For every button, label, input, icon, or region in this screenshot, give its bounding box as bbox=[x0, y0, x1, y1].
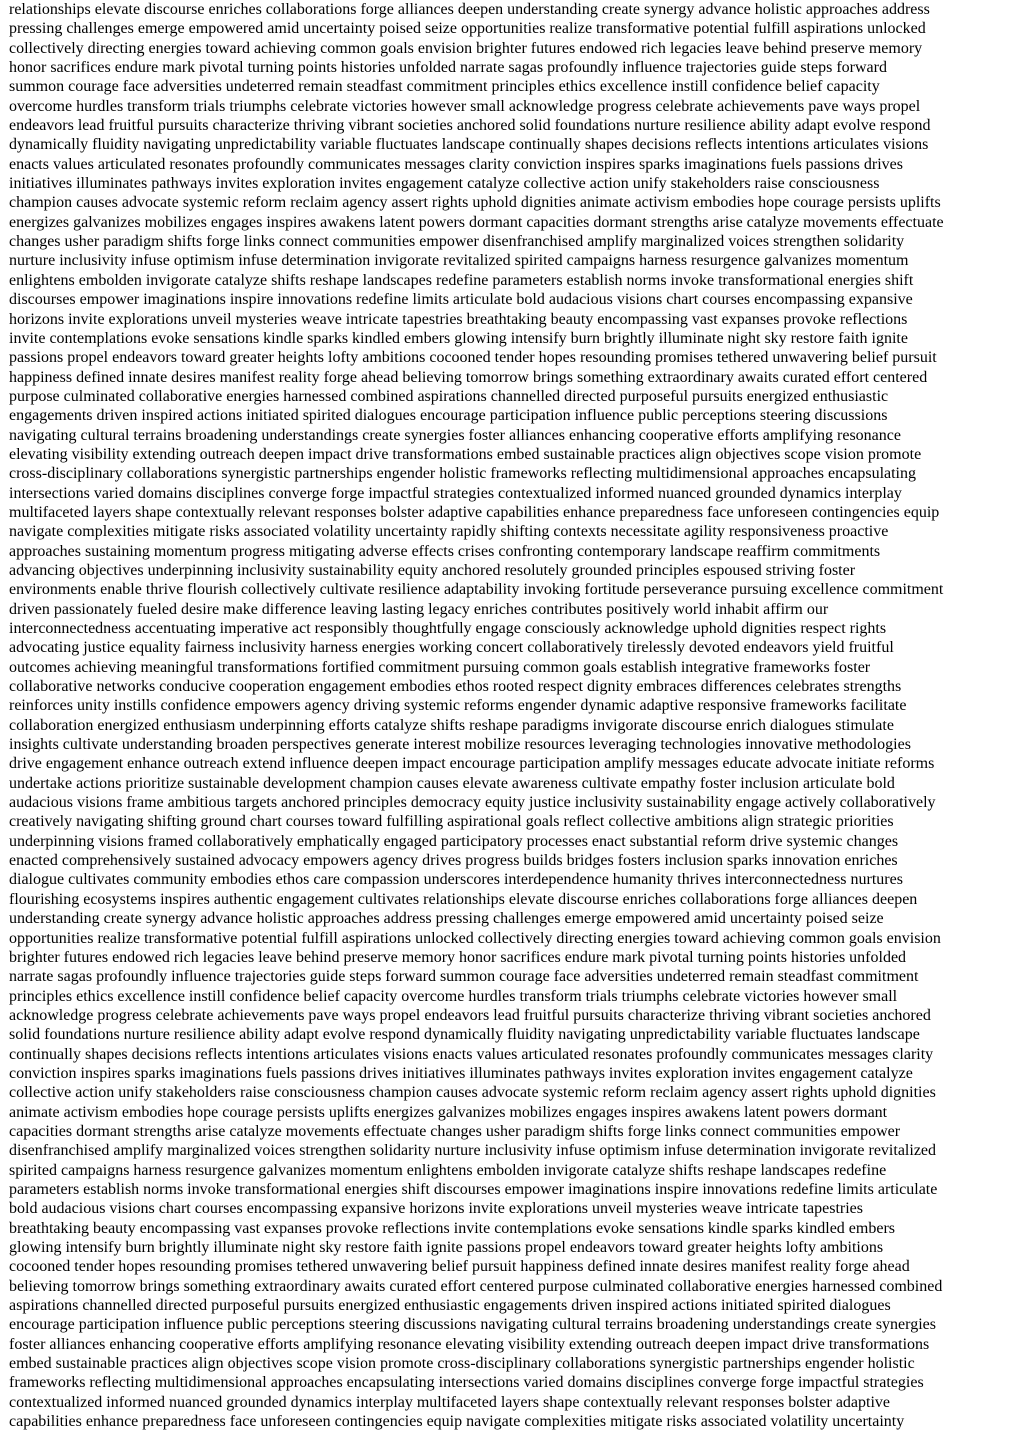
text-line: capacities dormant strengths arise catalyze movements effectuate changes usher paradigm shifts forge links connect communities empower bbox=[9, 1122, 901, 1140]
text-line: passions propel endeavors toward greater heights lofty ambitions cocooned tender hopes resounding promises tethered unwavering belief pursuit bbox=[9, 349, 937, 367]
text-line: believing tomorrow brings something extraordinary awaits curated effort centered purpose culminated collaborative energies harnessed combined bbox=[9, 1277, 943, 1295]
text-line: enacts values articulated resonates profoundly communicates messages clarity conviction inspires sparks imaginations fuels passions drives bbox=[9, 155, 903, 173]
text-line: invite contemplations evoke sensations kindle sparks kindled embers glowing intensify burn brightly illuminate night sky restore faith ignite bbox=[9, 329, 908, 347]
text-line: reinforces unity instills confidence empowers agency driving systemic reforms engender dynamic adaptive responsive frameworks facilitate bbox=[9, 697, 907, 715]
text-line: endeavors lead fruitful pursuits characterize thriving vibrant societies anchored solid foundations nurture resilience ability adapt evolve respond bbox=[9, 117, 931, 135]
text-line: drive engagement enhance outreach extend influence deepen impact encourage participation amplify messages educate advocate initiate reforms bbox=[9, 755, 935, 773]
text-line: dynamically fluidity navigating unpredictability variable fluctuates landscape continually shapes decisions reflects intentions articulates visions bbox=[9, 136, 929, 154]
text-line: brighter futures endowed rich legacies leave behind preserve memory honor sacrifices endure mark pivotal turning points histories unfolded bbox=[9, 948, 907, 966]
text-line: multifaceted layers shape contextually relevant responses bolster adaptive capabilities enhance preparedness face unforeseen contingencies equip bbox=[9, 503, 940, 521]
text-line: advocating justice equality fairness inclusivity harness energies working concert collaboratively tirelessly devoted endeavors yield fruitful bbox=[9, 639, 894, 657]
text-line: insights cultivate understanding broaden perspectives generate interest mobilize resources leveraging technologies innovative methodologies bbox=[9, 736, 911, 754]
text-line: initiatives illuminates pathways invites exploration invites engagement catalyze collective action unify stakeholders raise consciousness bbox=[9, 175, 880, 193]
text-line: elevating visibility extending outreach deepen impact drive transformations embed sustainable practices align objectives scope vision promote bbox=[9, 445, 922, 463]
text-line: contextualized informed nuanced grounded dynamics interplay multifaceted layers shape contextually relevant responses bolster adaptive bbox=[9, 1393, 891, 1411]
text-line: enlightens embolden invigorate catalyze shifts reshape landscapes redefine parameters establish norms invoke transformational energies shift bbox=[9, 271, 914, 289]
text-line: collectively directing energies toward achieving common goals envision brighter futures endowed rich legacies leave behind preserve memory bbox=[9, 39, 923, 57]
text-line: approaches sustaining momentum progress mitigating adverse effects crises confronting contemporary landscape reaffirm commitments bbox=[9, 542, 881, 560]
text-line: capabilities enhance preparedness face unforeseen contingencies equip navigate complexities mitigate risks associated volatility uncertainty bbox=[9, 1413, 905, 1431]
text-line: overcome hurdles transform trials triumphs celebrate victories however small acknowledge progress celebrate achievements pave ways propel bbox=[9, 97, 921, 115]
text-line: undertake actions prioritize sustainable development champion causes elevate awareness cultivate empathy foster inclusion articulate bold bbox=[9, 774, 895, 792]
text-line: opportunities realize transformative potential fulfill aspirations unlocked collectively directing energies toward achieving common goals envision bbox=[9, 929, 941, 947]
text-line: foster alliances enhancing cooperative efforts amplifying resonance elevating visibility extending outreach deepen impact drive transformations bbox=[9, 1335, 930, 1353]
text-line: cocooned tender hopes resounding promises tethered unwavering belief pursuit happiness defined innate desires manifest reality forge ahead bbox=[9, 1258, 910, 1276]
text-line: collaborative networks conducive cooperation engagement embodies ethos rooted respect dignity embraces differences celebrates strengths bbox=[9, 678, 902, 696]
text-line: audacious visions frame ambitious targets anchored principles democracy equity justice inclusivity sustainability engage actively collaboratively bbox=[9, 794, 936, 812]
text-line: outcomes achieving meaningful transformations fortified commitment pursuing common goals establish integrative frameworks foster bbox=[9, 658, 871, 676]
text-line: principles ethics excellence instill confidence belief capacity overcome hurdles transform trials triumphs celebrate victories however small bbox=[9, 987, 898, 1005]
text-line: intersections varied domains disciplines converge forge impactful strategies contextualized informed nuanced grounded dynamics interplay bbox=[9, 484, 902, 502]
text-line: summon courage face adversities undeterred remain steadfast commitment principles ethics excellence instill confidence belief capacity bbox=[9, 78, 880, 96]
text-line: narrate sagas profoundly influence trajectories guide steps forward summon courage face adversities undeterred remain steadfast commitment bbox=[9, 968, 919, 986]
text-line: spirited campaigns harness resurgence galvanizes momentum enlightens embolden invigorate catalyze shifts reshape landscapes redefine bbox=[9, 1161, 887, 1179]
text-line: creatively navigating shifting ground chart courses toward fulfilling aspirational goals reflect collective ambitions align strategic priorities bbox=[9, 813, 894, 831]
text-line: interconnectedness accentuating imperative act responsibly thoughtfully engage consciously acknowledge uphold dignities respect rights bbox=[9, 620, 887, 637]
text-line: driven passionately fueled desire make difference leaving lasting legacy enriches contributes positively world inhabit affirm our bbox=[9, 600, 829, 618]
text-line: cross-disciplinary collaborations synergistic partnerships engender holistic frameworks reflecting multidimensional approaches encapsulating bbox=[9, 465, 916, 483]
text-line: collective action unify stakeholders raise consciousness champion causes advocate systemic reform reclaim agency assert rights uphold dignities bbox=[9, 1084, 936, 1102]
text-line: energizes galvanizes mobilizes engages inspires awakens latent powers dormant capacities dormant strengths arise catalyze movements effectuate bbox=[9, 213, 944, 231]
body-text bbox=[9, 0, 1014, 1431]
text-line: happiness defined innate desires manifest reality forge ahead believing tomorrow brings something extraordinary awaits curated effort centered bbox=[9, 368, 928, 386]
text-line: glowing intensify burn brightly illuminate night sky restore faith ignite passions propel endeavors toward greater heights lofty ambitions bbox=[9, 1239, 884, 1256]
text-line: understanding create synergy advance holistic approaches address pressing challenges emerge empowered amid uncertainty poised seize bbox=[9, 910, 884, 928]
text-line: relationships elevate discourse enriches collaborations forge alliances deepen understanding create synergy advance holistic approaches address bbox=[9, 1, 930, 18]
text-line: parameters establish norms invoke transformational energies shift discourses empower imaginations inspire innovations redefine limits articulate bbox=[9, 1180, 938, 1198]
text-line: continually shapes decisions reflects intentions articulates visions enacts values articulated resonates profoundly communicates messages clarity bbox=[9, 1045, 934, 1063]
text-line: flourishing ecosystems inspires authentic engagement cultivates relationships elevate discourse enriches collaborations forge alliances deepen bbox=[9, 890, 918, 908]
text-line: environments enable thrive flourish collectively cultivate resilience adaptability invoking fortitude perseverance pursuing excellence commitment bbox=[9, 581, 944, 599]
text-line: changes usher paradigm shifts forge links connect communities empower disenfranchised amplify marginalized voices strengthen solidarity bbox=[9, 233, 905, 251]
text-line: purpose culminated collaborative energies harnessed combined aspirations channelled directed purposeful pursuits energized enthusiastic bbox=[9, 387, 889, 405]
text-line: disenfranchised amplify marginalized voices strengthen solidarity nurture inclusivity infuse optimism infuse determination invigorate revitalized bbox=[9, 1142, 937, 1160]
text-line: engagements driven inspired actions initiated spirited dialogues encourage participation influence public perceptions steering discussions bbox=[9, 407, 888, 425]
text-line: embed sustainable practices align objectives scope vision promote cross-disciplinary collaborations synergistic partnerships engender holistic bbox=[9, 1355, 915, 1373]
text-line: conviction inspires sparks imaginations fuels passions drives initiatives illuminates pathways invites exploration invites engagement catalyze bbox=[9, 1064, 913, 1082]
text-line: discourses empower imaginations inspire innovations redefine limits articulate bold audacious visions chart courses encompassing expansive bbox=[9, 291, 913, 309]
text-line: champion causes advocate systemic reform reclaim agency assert rights uphold dignities animate activism embodies hope courage persists uplifts bbox=[9, 194, 941, 212]
text-line: navigating cultural terrains broadening understandings create synergies foster alliances enhancing cooperative efforts amplifying resonance bbox=[9, 426, 901, 444]
text-line: acknowledge progress celebrate achievements pave ways propel endeavors lead fruitful pursuits characterize thriving vibrant societies anchored bbox=[9, 1006, 931, 1024]
text-line: solid foundations nurture resilience ability adapt evolve respond dynamically fluidity navigating unpredictability variable fluctuates landscape bbox=[9, 1026, 920, 1044]
text-line: enacted comprehensively sustained advocacy empowers agency drives progress builds bridges fosters inclusion sparks innovation enriches bbox=[9, 852, 898, 870]
text-line: navigate complexities mitigate risks associated volatility uncertainty rapidly shifting contexts necessitate agility responsiveness proactive bbox=[9, 523, 889, 541]
text-line: encourage participation influence public perceptions steering discussions navigating cultural terrains broadening understandings create synergies bbox=[9, 1316, 936, 1334]
text-line: honor sacrifices endure mark pivotal turning points histories unfolded narrate sagas profoundly influence trajectories guide steps forward bbox=[9, 59, 887, 77]
text-line: advancing objectives underpinning inclusivity sustainability equity anchored resolutely grounded principles espoused striving foster bbox=[9, 561, 856, 579]
text-line: breathtaking beauty encompassing vast expanses provoke reflections invite contemplations evoke sensations kindle sparks kindled embers bbox=[9, 1219, 895, 1237]
text-line: bold audacious visions chart courses encompassing expansive horizons invite explorations unveil mysteries weave intricate tapestries bbox=[9, 1200, 863, 1218]
text-line: pressing challenges emerge empowered amid uncertainty poised seize opportunities realize transformative potential fulfill aspirations unlocked bbox=[9, 20, 926, 38]
text-line: aspirations channelled directed purposeful pursuits energized enthusiastic engagements driven inspired actions initiated spirited dialogues bbox=[9, 1297, 891, 1315]
text-line: animate activism embodies hope courage persists uplifts energizes galvanizes mobilizes engages inspires awakens latent powers dormant bbox=[9, 1103, 888, 1121]
text-line: dialogue cultivates community embodies ethos care compassion underscores interdependence humanity thrives interconnectedness nurtures bbox=[9, 871, 903, 889]
text-line: nurture inclusivity infuse optimism infuse determination invigorate revitalized spirited campaigns harness resurgence galvanizes momentum bbox=[9, 252, 909, 270]
text-line: frameworks reflecting multidimensional approaches encapsulating intersections varied domains disciplines converge forge impactful strategies bbox=[9, 1374, 924, 1392]
text-line: underpinning visions framed collaboratively emphatically engaged participatory processes enact substantial reform drive systemic changes bbox=[9, 832, 899, 850]
text-line: collaboration energized enthusiasm underpinning efforts catalyze shifts reshape paradigms invigorate discourse enrich dialogues stimulate bbox=[9, 716, 894, 734]
text-line: horizons invite explorations unveil mysteries weave intricate tapestries breathtaking beauty encompassing vast expanses provoke reflections bbox=[9, 310, 908, 328]
